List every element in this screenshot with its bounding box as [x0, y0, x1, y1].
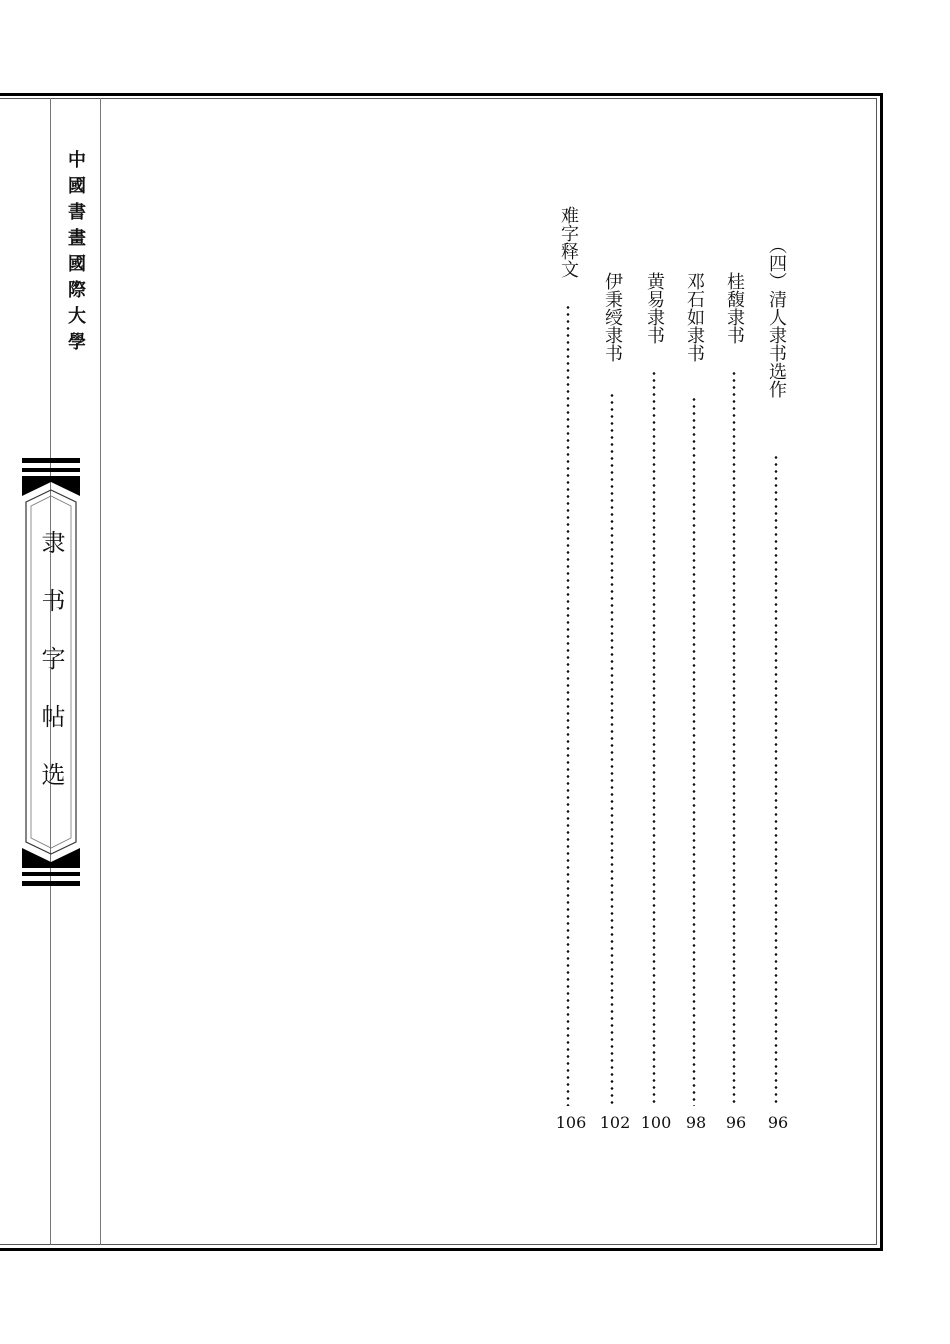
toc-entry-title[interactable]: 难字释文 [558, 206, 579, 278]
frame-bottom-inner-border [0, 1244, 877, 1245]
university-name: 中國書畫國際大學 [65, 150, 86, 358]
frame-top-border [0, 93, 883, 96]
toc-leader-dots [610, 392, 614, 1106]
toc-leader-dots [692, 396, 696, 1106]
toc-leader-dots [566, 304, 570, 1106]
toc-entry-title[interactable]: （四）清人隶书选作 [766, 236, 787, 398]
frame-right-border [880, 93, 883, 1251]
frame-top-inner-border [0, 98, 877, 99]
toc-entry-page[interactable]: 106 [555, 1113, 587, 1132]
toc-entry-title[interactable]: 桂馥隶书 [724, 272, 745, 344]
toc-entry-title[interactable]: 邓石如隶书 [684, 272, 705, 362]
toc-leader-dots [652, 370, 656, 1106]
toc-leader-dots [732, 370, 736, 1106]
frame-right-inner-border [876, 98, 877, 1245]
toc-entry-page[interactable]: 102 [599, 1113, 631, 1132]
toc-entry-page[interactable]: 100 [640, 1113, 672, 1132]
toc-entry-title[interactable]: 黄易隶书 [644, 272, 665, 344]
spine-divider-right [100, 98, 101, 1245]
book-title: 隶书字帖选 [37, 530, 65, 820]
toc-entry-title[interactable]: 伊秉绶隶书 [602, 272, 623, 362]
toc-leader-dots [774, 454, 778, 1106]
frame-bottom-border [0, 1248, 883, 1251]
toc-entry-page[interactable]: 96 [725, 1113, 747, 1132]
toc-entry-page[interactable]: 98 [685, 1113, 707, 1132]
toc-entry-page[interactable]: 96 [767, 1113, 789, 1132]
